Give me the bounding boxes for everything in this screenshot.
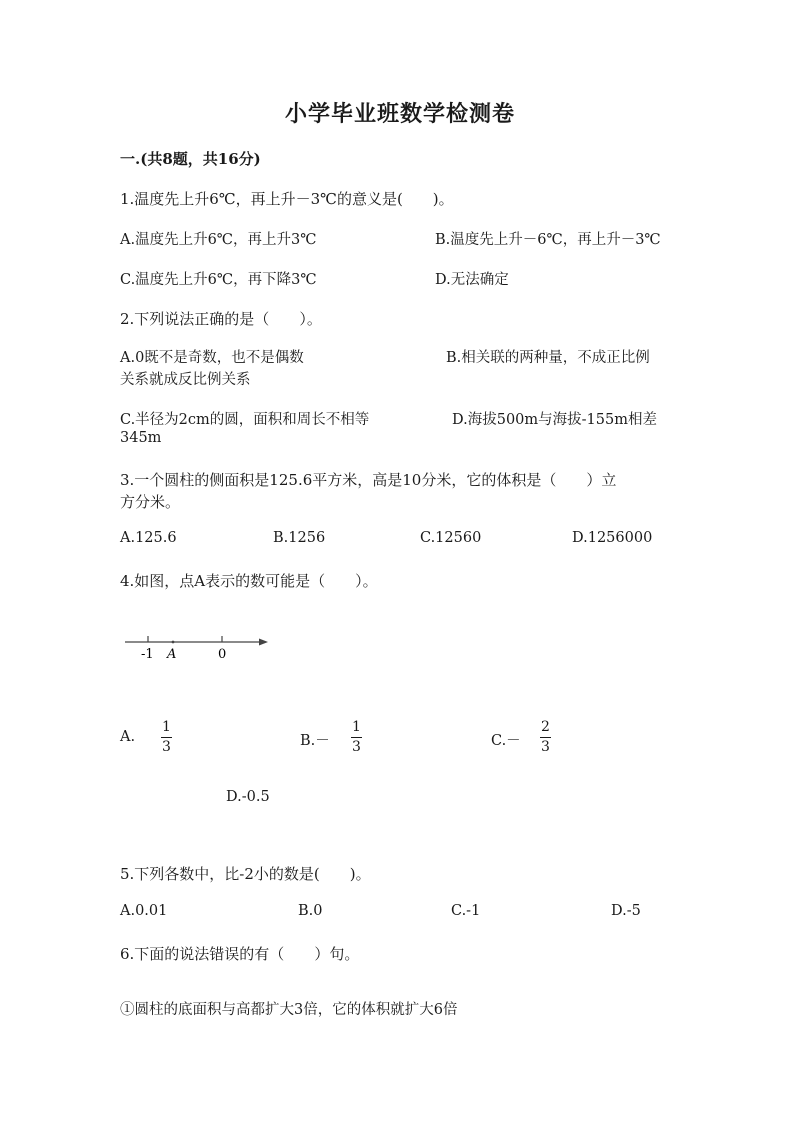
tick-label-zero: 0: [218, 647, 227, 662]
question-4-option-c-label: C.－: [491, 733, 521, 749]
question-5-stem: 5.下列各数中，比-2小的数是( )。: [120, 865, 371, 883]
question-3-option-b: B.1256: [273, 530, 326, 546]
question-1-option-a: A.温度先上升6℃，再上升3℃: [120, 232, 317, 248]
number-line-arrow: [259, 639, 268, 646]
fraction-bar: [540, 737, 551, 738]
fraction-denominator: 3: [541, 739, 550, 755]
page-title: 小学毕业班数学检测卷: [284, 101, 515, 127]
question-5-option-d: D.-5: [611, 903, 641, 919]
question-6-stem: 6.下面的说法错误的有（ ）句。: [120, 945, 360, 963]
question-1-option-d: D.无法确定: [435, 272, 509, 288]
fraction-numerator: 1: [352, 719, 361, 735]
question-3-option-a: A.125.6: [120, 530, 177, 546]
question-6-statement-1: ①圆柱的底面积与高都扩大3倍，它的体积就扩大6倍: [120, 1002, 458, 1018]
question-4-option-a-fraction: [161, 720, 172, 755]
section-heading: 一.(共8题，共16分): [120, 150, 261, 168]
fraction-denominator: 3: [352, 739, 361, 755]
question-1-option-b: B.温度先上升－6℃，再上升－3℃: [435, 232, 661, 248]
fraction-numerator: 2: [541, 719, 550, 735]
number-line-figure: [125, 630, 275, 666]
question-4-option-a-label: A.: [120, 729, 136, 745]
fraction-bar: [351, 737, 362, 738]
fraction-denominator: 3: [162, 739, 171, 755]
question-5-option-c: C.-1: [451, 903, 481, 919]
question-2-option-b: B.相关联的两种量，不成正比例: [446, 350, 650, 366]
question-3-option-d: D.1256000: [572, 530, 653, 546]
question-4-option-d: D.-0.5: [226, 789, 270, 805]
question-2-option-a: A.0既不是奇数，也不是偶数: [120, 350, 304, 366]
question-2-option-d-continued: 345m: [120, 430, 162, 446]
point-a-label: A: [167, 647, 177, 662]
question-2-stem: 2.下列说法正确的是（ ）。: [120, 310, 322, 328]
question-1-stem: 1.温度先上升6℃，再上升－3℃的意义是( )。: [120, 190, 454, 208]
point-a-dot: [172, 641, 175, 644]
question-4-option-c-fraction: [540, 720, 551, 755]
tick-label-minus-one: -1: [141, 647, 154, 662]
question-5-option-a: A.0.01: [120, 903, 168, 919]
question-4-stem: 4.如图，点A表示的数可能是（ ）。: [120, 572, 378, 590]
question-2-option-d: D.海拔500m与海拔-155m相差: [452, 412, 657, 428]
question-2-option-b-continued: 关系就成反比例关系: [120, 372, 251, 388]
question-3-option-c: C.12560: [420, 530, 482, 546]
fraction-bar: [161, 737, 172, 738]
question-3-stem-continued: 方分米。: [120, 493, 181, 511]
question-2-option-c: C.半径为2cm的圆，面积和周长不相等: [120, 412, 370, 428]
question-1-option-c: C.温度先上升6℃，再下降3℃: [120, 272, 317, 288]
question-3-stem: 3.一个圆柱的侧面积是125.6平方米，高是10分米，它的体积是（ ）立: [120, 471, 617, 489]
question-4-option-b-label: B.－: [300, 733, 330, 749]
fraction-numerator: 1: [162, 719, 171, 735]
question-4-option-b-fraction: [351, 720, 362, 755]
question-5-option-b: B.0: [298, 903, 323, 919]
